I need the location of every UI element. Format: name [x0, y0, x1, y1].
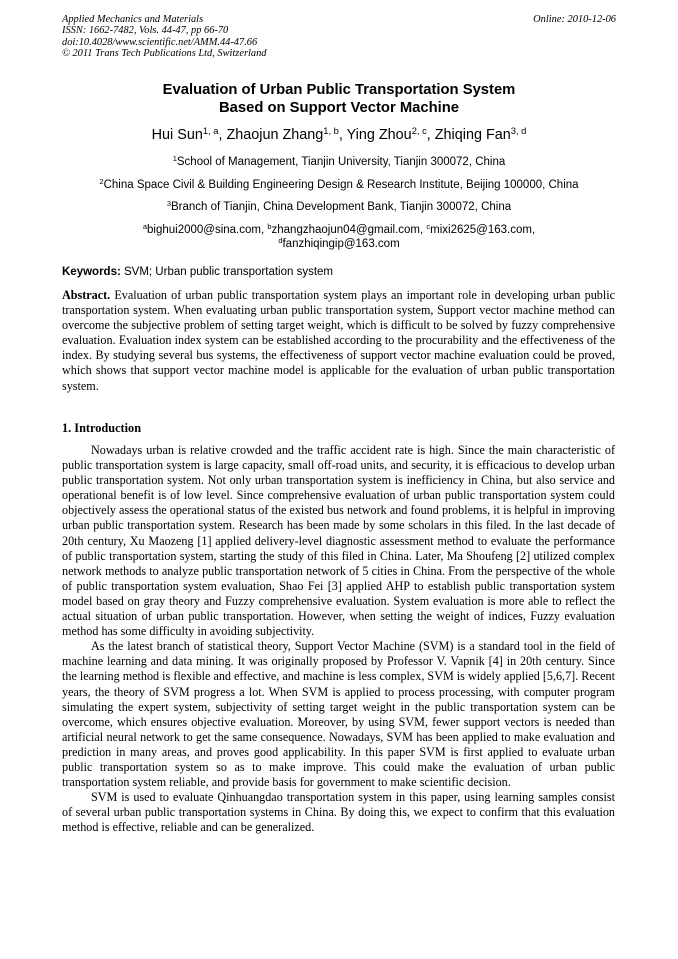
keywords-text: SVM; Urban public transportation system — [124, 266, 334, 278]
abstract-label: Abstract. — [62, 288, 111, 302]
section-body — [62, 443, 615, 835]
paragraph: Nowadays urban is relative crowded and the traffic accident rate is high. Since the main characteristic of public transportation system is large capacity, small off-road units, and security, it is efficacious to develop urban public transportation system. Not only urban transportation system is inefficiency in China, but also service and operational benefit is of low level. Since comprehensive evaluation of urban public transportation system could objectively assess the operational status of the existed bus network and found problems, it is helpful in improving urban public transportation system. Research has been made by some scholars in this filed. In the last decade of 20th century, Xu Maozeng [1] applied delivery-level diagnostic assessment method to evaluate the performance of public transportation system, starting the study of this filed in China. Later, Ma Shoufeng [2] utilized complex network methods to analyze public transportation network of 5 cities in China. From the perspective of the whole of public transportation system evaluation, Shao Fei [3] applied AHP to establish public transportation system model based on gray theory and Fuzzy comprehensive evaluation. System evaluation is more able to reflect the actual situation of urban public transportation. However, when setting the weight of indices, Fuzzy evaluation method has some difficulty in avoiding subjectivity. — [62, 443, 615, 639]
email-address: fanzhiqingip@163.com — [282, 238, 400, 250]
author-affil-mark: 3, d — [510, 125, 527, 136]
section-heading: 1. Introduction — [62, 421, 142, 435]
affiliation-mark: 3 — [166, 198, 172, 208]
author-affil-mark: 2, c — [411, 125, 427, 136]
copyright-line: © 2011 Trans Tech Publications Ltd, Switzerland — [62, 47, 267, 59]
email-address: bighui2000@sina.com — [147, 224, 261, 236]
affiliation-1 — [62, 155, 616, 169]
affiliation-mark: 2 — [99, 176, 104, 186]
affiliation-text: School of Management, Tianjin University, Tianjin 300072, China — [176, 156, 506, 168]
email-mark: d — [278, 235, 283, 245]
keywords-label: Keywords: — [62, 266, 121, 278]
issn-line: ISSN: 1662-7482, Vols. 44-47, pp 66-70 — [62, 25, 229, 37]
author-affil-mark: 1, a — [202, 125, 219, 136]
affiliation-text: China Space Civil & Building Engineering Design & Research Institute, Beijing 100000, China — [103, 179, 579, 191]
author-list: Hui Sun$^{1, a}$, Zhaojun Zhang$^{1, b}$, Ying Zhou$^{2, c}$, Zhiqing Fan$^{3, d}$ — [151, 125, 527, 143]
author-affil-mark: 1, b — [323, 125, 339, 136]
abstract — [62, 288, 615, 394]
affiliation-2 — [62, 178, 616, 192]
paragraph: As the latest branch of statistical theory, Support Vector Machine (SVM) is a standard tool in the field of machine learning and data mining. It was originally proposed by Professor V. Vapnik [4] in 20th century. Since the learning method is flexible and effective, and machine is less complex, SVM is widely applied [5,6,7]. Recent years, the theory of SVM progress a lot. When SVM is applied to process processing, with computer program simulating the expert system, subjectivity of setting target weight in the public transportation system can be overcome, which ensures objective evaluation. Moreover, by using SVM, fewer support vectors is needed than artificial neural network to get the same consequence. Nowadays, SVM has been applied to make evaluation and prediction in many areas, and proves good applicability. In this paper SVM is first applied to evaluate urban public transportation system so as to make improve. This could make the evaluation of urban public transportation system reliable, and provide basis for government to make scientific decision. — [62, 639, 615, 790]
email-mark: b — [267, 221, 272, 231]
email-address: mixi2625@163.com — [430, 224, 532, 236]
author-name: Hui Sun — [151, 127, 203, 143]
title-line-1: Evaluation of Urban Public Transportation System — [162, 82, 516, 98]
author-name: Zhaojun Zhang — [226, 127, 324, 143]
author-name: Ying Zhou — [346, 127, 412, 143]
email-mark: a — [142, 221, 147, 231]
email-line-1: $^a$bighui2000@sina.com, $^b$zhangzhaojun04@gmail.com, $^c$mixi2625@163.com, — [142, 221, 536, 236]
title-line-2: Based on Support Vector Machine — [218, 100, 460, 116]
journal-header — [62, 14, 616, 59]
email-mark: c — [426, 221, 431, 231]
online-date: Online: 2010-12-06 — [533, 14, 616, 25]
email-line-2 — [62, 237, 616, 251]
keywords — [62, 265, 616, 279]
author-name: Zhiqing Fan — [434, 127, 511, 143]
paragraph: SVM is used to evaluate Qinhuangdao transportation system in this paper, using learning samples consist of several urban public transportation systems in China. By doing this, we expect to confirm that this evaluation method is effective, reliable and can be generalized. — [62, 790, 615, 835]
email-address: zhangzhaojun04@gmail.com — [271, 224, 420, 236]
doi-line: doi:10.4028/www.scientific.net/AMM.44-47.66 — [62, 36, 258, 48]
affiliation-text: Branch of Tianjin, China Development Bank, Tianjin 300072, China — [171, 201, 512, 213]
abstract-text: Evaluation of urban public transportation system plays an important role in developing urban public transportation system. When evaluating urban public transportation system, Support vector machine method can overcome the subjective problem of setting target weight, which is difficult to be solved by fuzzy comprehensive evaluation. Evaluation index system can be established according to the procurability and the effectiveness of the index. By studying several bus systems, the effectiveness of support vector machine evaluation could be proved, which shows that support vector machine model is applicable for the evaluation of urban public transportation system. — [62, 288, 615, 393]
journal-name: Applied Mechanics and Materials — [62, 14, 204, 25]
affiliation-mark: 1 — [172, 153, 177, 163]
affiliation-3 — [62, 200, 616, 214]
paper-title — [62, 81, 616, 117]
